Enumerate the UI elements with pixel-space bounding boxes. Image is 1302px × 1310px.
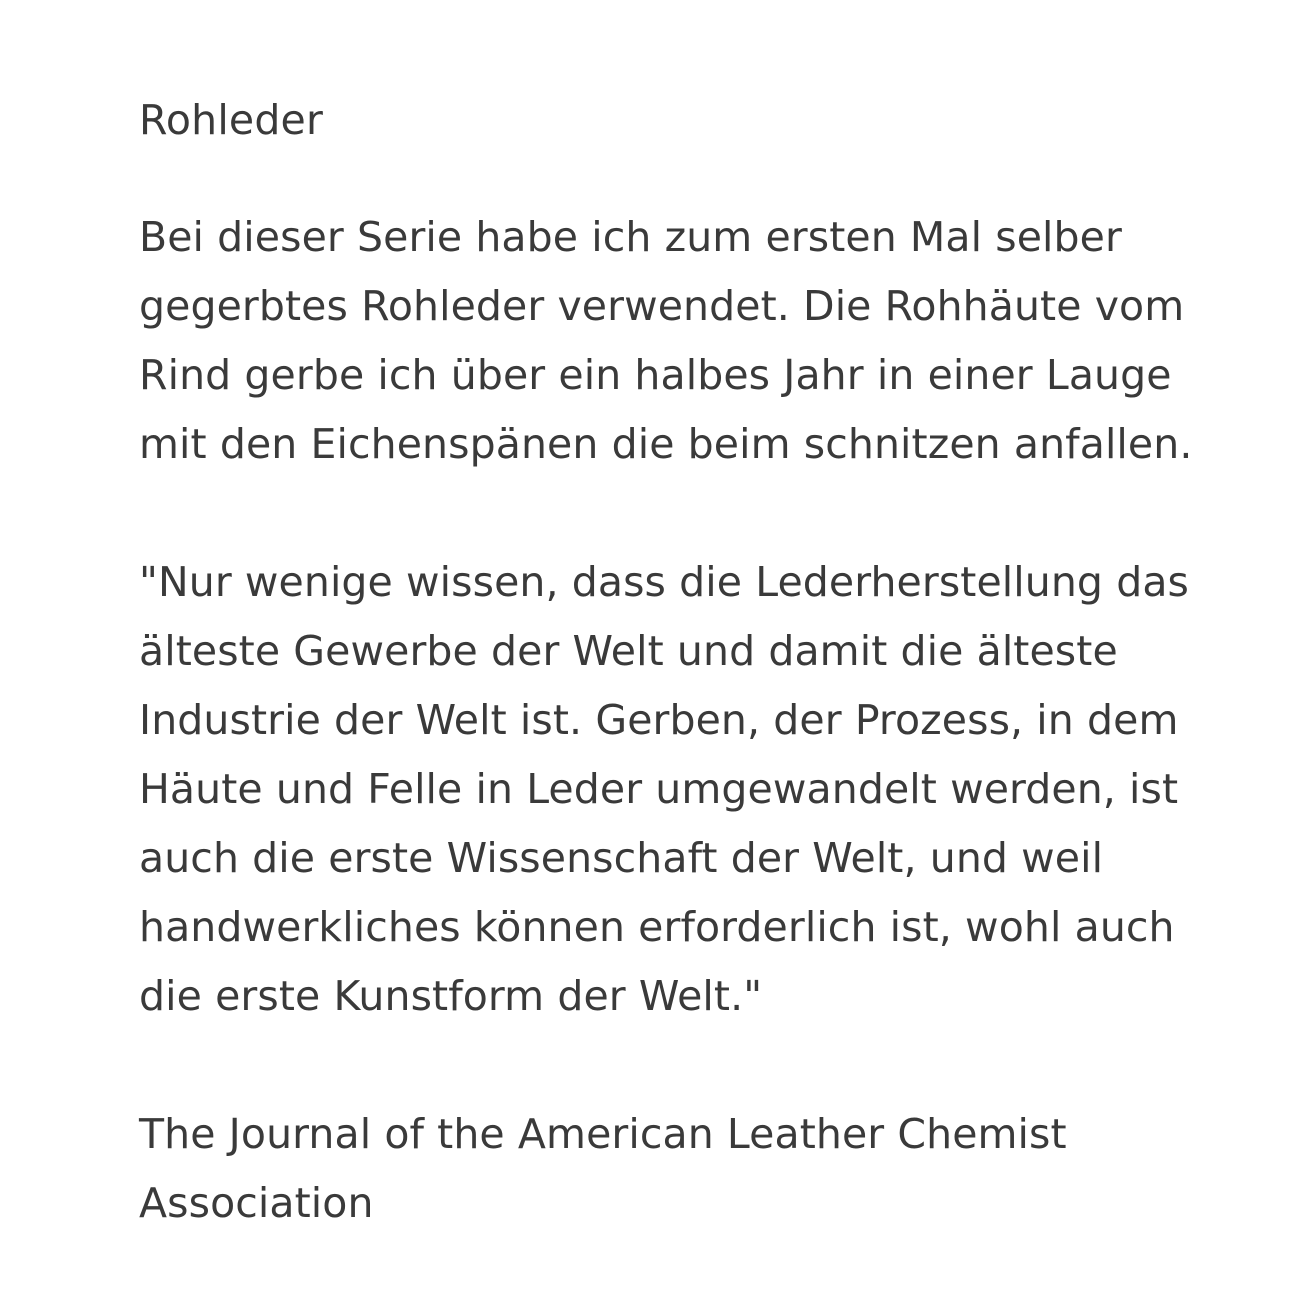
body-paragraph-source: The Journal of the American Leather Chemist Association (139, 1110, 1067, 1228)
body-paragraph-quote: "Nur wenige wissen, dass die Lederherstellung das älteste Gewerbe der Welt und damit die älteste Industrie der Welt ist. Gerben, der Prozess, in dem Häute und Felle in Leder umgewandelt werden, ist auch die erste Wissenschaft der Welt, und weil handwerkliches können erforderlich ist, wohl auch die erste Kunstform der Welt." (139, 558, 1189, 1021)
page-title: Rohleder (139, 96, 324, 144)
body-paragraph-intro: Bei dieser Serie habe ich zum ersten Mal selber gegerbtes Rohleder verwendet. Die Rohhäute vom Rind gerbe ich über ein halbes Jahr in einer Lauge mit den Eichenspänen die beim schnitzen anfallen. (139, 213, 1193, 469)
